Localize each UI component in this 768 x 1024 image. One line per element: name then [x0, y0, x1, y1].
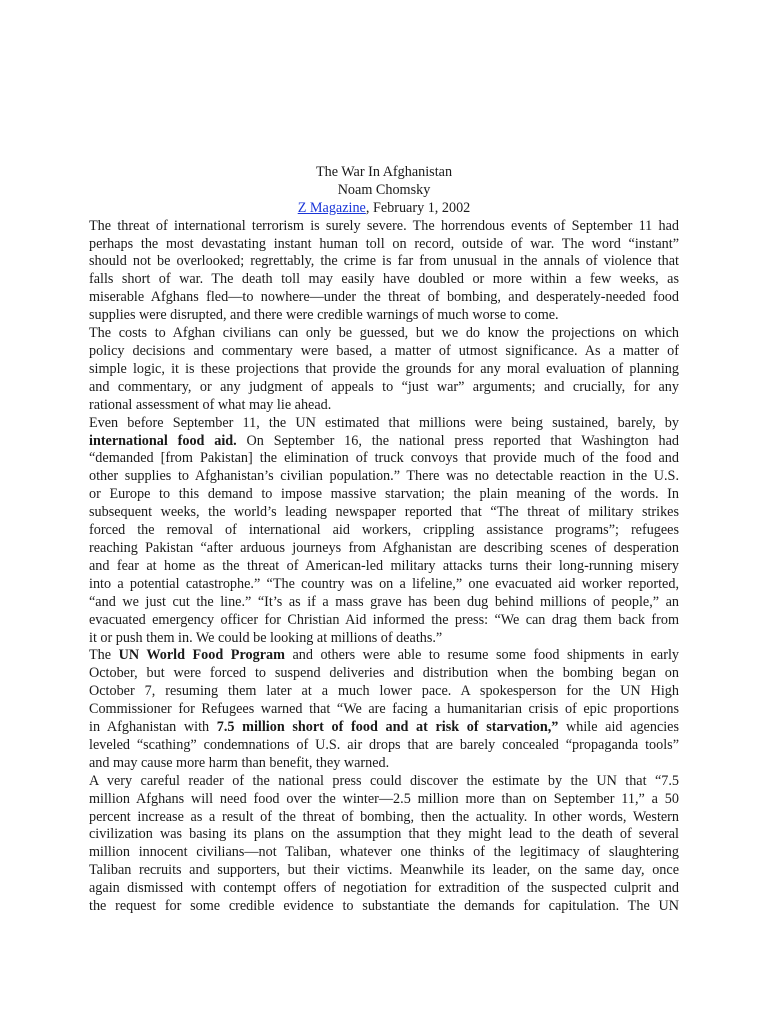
text-run: “and we just cut the line.” “It’s as if a mass grave has been dug behind millions of people,” an [89, 593, 679, 610]
text-line [89, 450, 679, 468]
text-run: and others were able to resume some food shipments in early [284, 647, 679, 664]
text-run: and fear at home as the threat of American-led military attacks turns their long-running misery [89, 557, 679, 574]
text-line [89, 433, 679, 451]
text-run: percent increase as a result of the threat of bombing, then the actuality. In other words, Western [89, 808, 679, 825]
text-line [89, 271, 679, 289]
paragraph [89, 218, 679, 325]
text-run: “demanded [from Pakistan] the elimination of truck convoys that provide much of the food and [89, 450, 679, 467]
bold-text: UN World Food Program [118, 647, 285, 664]
text-line [89, 253, 679, 271]
text-run: Commissioner for Refugees warned that “We are facing a humanitarian crisis of epic proportions [89, 701, 679, 718]
text-line [89, 701, 679, 719]
text-line [89, 612, 679, 630]
text-line [89, 218, 679, 236]
text-run: forced the removal of international aid workers, crippling assistance programs”; refugees [89, 522, 679, 539]
text-run: perhaps the most devastating instant human toll on record, outside of war. The word “instant” [89, 235, 679, 252]
text-line [89, 236, 679, 254]
text-line [89, 719, 679, 737]
text-run: leveled “scathing” condemnations of U.S. air drops that are barely concealed “propaganda tools” [89, 736, 679, 753]
text-run: October 7, resuming them later at a much lower pace. A spokesperson for the UN High [89, 683, 679, 700]
text-run: the request for some credible evidence to substantiate the demands for capitulation. The UN [89, 898, 679, 915]
text-run: Even before September 11, the UN estimated that millions were being sustained, barely, by [89, 414, 679, 431]
text-line [89, 862, 679, 880]
text-line [89, 683, 679, 701]
text-line [89, 898, 679, 916]
text-line [89, 361, 679, 379]
article-date: , February 1, 2002 [365, 199, 471, 216]
text-line [89, 558, 679, 576]
article-title: The War In Afghanistan [315, 164, 453, 180]
text-run: evacuated emergency officer for Christian Aid informed the press: “We can drag them back from [89, 611, 679, 628]
text-line [89, 880, 679, 898]
document-page [89, 164, 679, 916]
text-run: falls short of war. The death toll may easily have doubled or more within a few weeks, as [89, 271, 679, 288]
text-line [89, 791, 679, 809]
text-run: The [89, 647, 119, 664]
text-line [89, 522, 679, 540]
paragraph [89, 647, 679, 772]
text-run: and commentary, or any judgment of appeals to “just war” arguments; and crucially, for any [89, 378, 679, 395]
text-line [89, 665, 679, 683]
text-run: while aid agencies [558, 719, 679, 736]
text-run: The costs to Afghan civilians can only be guessed, but we do know the projections on which [89, 325, 679, 342]
article-author: Noam Chomsky [337, 181, 431, 198]
paragraph [89, 415, 679, 648]
text-run: A very careful reader of the national press could discover the estimate by the UN that “7.5 [89, 772, 679, 789]
text-run: million innocent civilians—not Taliban, whatever one thinks of the legitimacy of slaughtering [89, 844, 679, 861]
text-line [89, 755, 679, 773]
article-header [89, 164, 679, 218]
text-run: miserable Afghans fled—to nowhere—under the threat of bombing, and desperately-needed food [89, 289, 679, 306]
text-run: On September 16, the national press reported that Washington had [236, 432, 679, 449]
text-run: simple logic, it is these projections that provide the grounds for any moral evaluation of planning [89, 360, 679, 377]
text-run: should not be overlooked; regrettably, the crime is far from unusual in the annals of violence that [89, 253, 679, 270]
text-line [89, 737, 679, 755]
text-line [89, 486, 679, 504]
text-line [89, 826, 679, 844]
text-line [89, 307, 679, 325]
article-body [89, 218, 679, 916]
text-run: October, but were forced to suspend deliveries and distribution when the bombing began on [89, 665, 679, 682]
text-line [89, 773, 679, 791]
text-line [89, 576, 679, 594]
article-source-line [89, 200, 679, 218]
text-line [89, 468, 679, 486]
text-line [89, 343, 679, 361]
text-run: policy decisions and commentary were based, a matter of utmost significance. As a matter of [89, 343, 679, 360]
text-line [89, 289, 679, 307]
text-run: or Europe to this demand to impose massive starvation; the plain meaning of the words. In [89, 486, 679, 503]
text-line [89, 379, 679, 397]
text-run: rational assessment of what may lie ahead. [89, 396, 332, 413]
text-run: The threat of international terrorism is surely severe. The horrendous events of September 11 had [89, 217, 679, 234]
text-run: million Afghans will need food over the winter—2.5 million more than on September 11,” a 50 [89, 790, 679, 807]
text-line [89, 540, 679, 558]
paragraph [89, 325, 679, 415]
paragraph [89, 773, 679, 916]
text-run: Taliban recruits and supporters, but their victims. Meanwhile its leader, on the same day, once [89, 862, 679, 879]
text-run: in Afghanistan with [89, 719, 217, 736]
text-line [89, 397, 679, 415]
text-line [89, 594, 679, 612]
text-run: again dismissed with contempt offers of negotiation for extradition of the suspected culprit and [89, 880, 679, 897]
text-run: into a potential catastrophe.” “The country was on a lifeline,” one evacuated aid worker reported, [89, 575, 679, 592]
source-link[interactable]: Z Magazine [297, 199, 366, 216]
text-run: it or push them in. We could be looking at millions of deaths.” [89, 629, 443, 646]
text-run: and may cause more harm than benefit, they warned. [89, 754, 390, 771]
text-run: reaching Pakistan “after arduous journeys from Afghanistan are describing scenes of desperation [89, 539, 679, 556]
text-line [89, 415, 679, 433]
text-line [89, 809, 679, 827]
bold-text: international food aid. [89, 432, 237, 449]
text-run: civilization was basing its plans on the assumption that they might lead to the death of several [89, 826, 679, 843]
text-line [89, 844, 679, 862]
text-run: subsequent weeks, the world’s leading newspaper reported that “The threat of military strikes [89, 504, 679, 521]
text-line [89, 504, 679, 522]
text-run: supplies were disrupted, and there were credible warnings of much worse to come. [89, 307, 559, 324]
text-line [89, 325, 679, 343]
text-run: other supplies to Afghanistan’s civilian population.” There was no detectable reaction in the U.S. [89, 468, 679, 485]
text-line [89, 630, 679, 648]
bold-text: 7.5 million short of food and at risk of starvation,” [216, 719, 559, 736]
text-line [89, 647, 679, 665]
